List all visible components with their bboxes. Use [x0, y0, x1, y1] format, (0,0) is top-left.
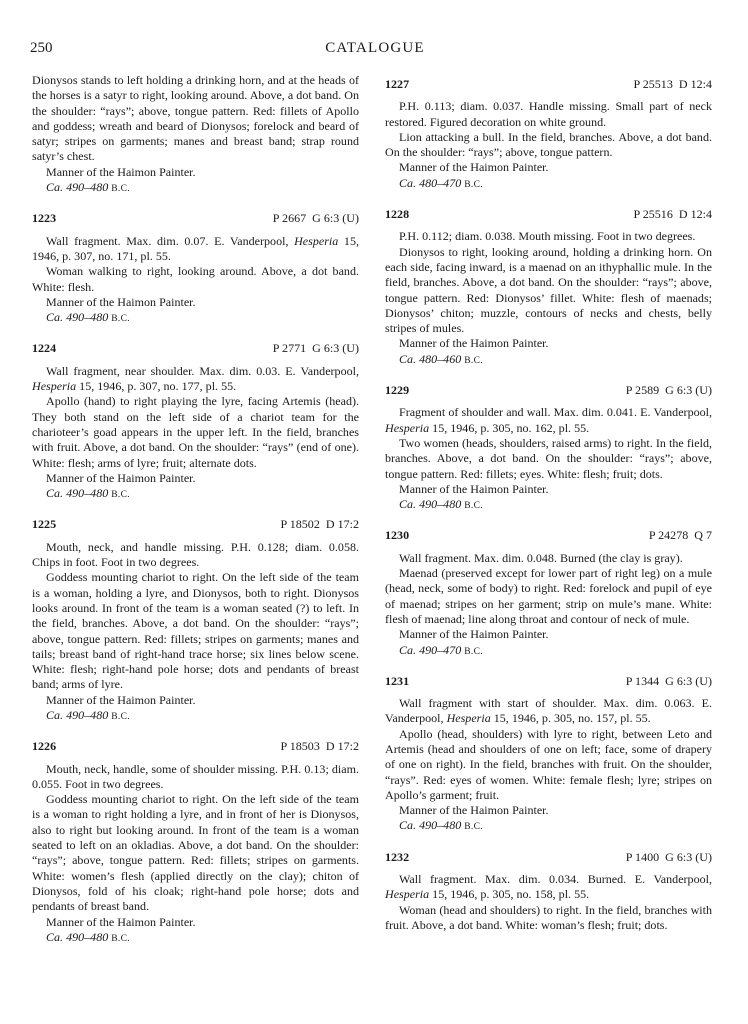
- catalogue-entry: [32, 341, 359, 503]
- inventory-number: P 25513: [633, 77, 673, 91]
- catalogue-entry: [385, 383, 712, 514]
- entry-number: 1224: [32, 341, 57, 356]
- entry-body: Dionysos to right, looking around, holding a drinking horn. On each side, facing inward, is a maenad on an ithyphallic mule. In the field, branches. Above, a dot band. On the shoulder: “rays”; above, tongue pattern. Red: Dionysos’ fillet. White: flesh of maenads; Dionysos’ chiton; muzzle, contours of necks and chests, belly stripes of mules.: [385, 244, 712, 336]
- attribution: Manner of the Haimon Painter.: [46, 914, 196, 929]
- entry-header: [32, 517, 359, 532]
- entry-description: P.H. 0.112; diam. 0.038. Mouth missing. Foot in two degrees.: [399, 229, 696, 244]
- entry-number: 1231: [385, 673, 410, 688]
- entry-description: Wall fragment with start of shoulder. Max. dim. 0.063. E. Vanderpool, Hesperia 15, 1946, p. 305, no. 157, pl. 55.: [385, 696, 712, 726]
- entry-description: Mouth, neck, handle, some of shoulder missing. P.H. 0.13; diam. 0.055. Foot in two degrees.: [32, 761, 359, 791]
- entry-number: 1226: [32, 739, 57, 754]
- deposit-location: D 12:4: [678, 207, 712, 222]
- entry-header: [32, 341, 359, 356]
- inventory-number: P 2771: [272, 341, 307, 356]
- entry-body: Goddess mounting chariot to right. On the left side of the team is a woman to right holding a lyre, and in front of her is Dionysos, also to right but looking around. In front of the team is a woman seated to left on an okladias. Above, a dot band. On the shoulder: “rays”; above, tongue pattern. Red: fillets; stripes on garments. White: women’s flesh (applied directly on the clay); chiton of Dionysos, fold of his cloak; right-hand pole horse; dots and pendants of breast band.: [32, 792, 359, 914]
- inventory-number: P 2589: [625, 383, 660, 398]
- catalogue-entry: [32, 517, 359, 725]
- entry-description: Wall fragment, near shoulder. Max. dim. 0.03. E. Vanderpool, Hesperia 15, 1946, p. 307, no. 177, pl. 55.: [32, 363, 359, 394]
- entry-number: 1228: [385, 207, 410, 222]
- attribution: Manner of the Haimon Painter.: [399, 336, 549, 351]
- attribution: Manner of the Haimon Painter.: [46, 470, 196, 485]
- date-line: Ca. 490–480 B.C.: [46, 180, 130, 195]
- attribution: Manner of the Haimon Painter.: [46, 692, 196, 707]
- entry-description: Wall fragment. Max. dim. 0.034. Burned. E. Vanderpool, Hesperia 15, 1946, p. 305, no. 158, pl. 55.: [385, 872, 712, 902]
- entry-header: [32, 739, 359, 754]
- entry-number: 1230: [385, 528, 410, 543]
- entry-description: Mouth, neck, and handle missing. P.H. 0.128; diam. 0.058. Chips in foot. Foot in two degrees.: [32, 539, 359, 570]
- catalogue-entry: [32, 211, 359, 327]
- deposit-location: G 6:3 (U): [312, 341, 359, 356]
- deposit-location: D 12:4: [678, 77, 712, 91]
- deposit-location: D 17:2: [325, 739, 359, 754]
- entry-body: Woman walking to right, looking around. Above, a dot band. White: flesh.: [32, 264, 359, 294]
- entry-description: Fragment of shoulder and wall. Max. dim. 0.041. E. Vanderpool, Hesperia 15, 1946, p. 305, no. 162, pl. 55.: [385, 405, 712, 435]
- entry-header: [32, 211, 359, 226]
- inventory-number: P 18503: [280, 739, 320, 754]
- inventory-number: P 1400: [625, 849, 660, 864]
- entry-body: Apollo (head, shoulders) with lyre to right, between Leto and Artemis (head and shoulders of one on left; face, some of drapery of one on right). In the field, branches with fruit. On the shoulder, “rays”. Red: eyes of women. White: female flesh; lyre; stripes on Apollo’s garment; fruit.: [385, 726, 712, 802]
- date-line: Ca. 490–470 B.C.: [399, 642, 483, 657]
- entry-number: 1225: [32, 517, 57, 532]
- deposit-location: Q 7: [694, 528, 712, 543]
- catalogue-entry: [385, 674, 712, 836]
- date-line: Ca. 480–460 B.C.: [399, 351, 483, 366]
- page-number: 250: [30, 40, 53, 56]
- inventory-number: P 24278: [648, 528, 689, 543]
- deposit-location: G 6:3 (U): [665, 849, 712, 864]
- catalogue-entry: [385, 850, 712, 933]
- intro-text: Dionysos stands to left holding a drinking horn, and at the heads of the horses is a satyr to right, looking around. Above, a dot band. On the shoulder: “rays”; above, tongue pattern. Red: fillets of Apollo and goddess; wreath and beard of Dionysos; forelock and beard of satyr; stripes on garments; manes and breast band; strap round satyr’s chest.: [32, 73, 359, 164]
- date-line: Ca. 490–480 B.C.: [399, 497, 483, 512]
- attribution: Manner of the Haimon Painter.: [46, 294, 196, 309]
- entry-body: Apollo (hand) to right playing the lyre, facing Artemis (head). They both stand on the left side of a chariot team for the charioteer’s goad appears in the upper left. In the field, branches with fruit. Above, a dot band. On the shoulder: “rays” (end of one). White: flesh; arms of lyre; fruit; alternate dots.: [32, 394, 359, 470]
- inventory-number: P 18502: [280, 517, 320, 532]
- attribution: Manner of the Haimon Painter.: [399, 803, 549, 818]
- left-column: [32, 73, 359, 947]
- inventory-number: P 2667: [272, 211, 307, 226]
- entry-header: [385, 207, 712, 222]
- attribution: Manner of the Haimon Painter.: [399, 481, 549, 496]
- entry-body: Maenad (preserved except for lower part of right leg) on a mule (head, neck, some of body) to right. Red: forelock and pupil of eye of maenad; stripes on her garment; strip on mule’s mane. White: flesh of maenad; line along throat and contour of neck of mule.: [385, 566, 712, 626]
- entry-body: Woman (head and shoulders) to right. In the field, branches with fruit. Above, a dot band. White: woman’s flesh; fruit; dots.: [385, 902, 712, 932]
- entry-number: 1232: [385, 849, 410, 864]
- entry-description: Wall fragment. Max. dim. 0.048. Burned (the clay is gray).: [399, 550, 683, 565]
- entry-header: [385, 528, 712, 543]
- entry-number: 1223: [32, 211, 57, 226]
- attribution: Manner of the Haimon Painter.: [399, 160, 549, 175]
- entry-header: [385, 850, 712, 865]
- date-line: Ca. 490–480 B.C.: [46, 929, 130, 944]
- deposit-location: G 6:3 (U): [665, 383, 712, 398]
- date-line: Ca. 480–470 B.C.: [399, 175, 483, 190]
- entry-body: Lion attacking a bull. In the field, branches. Above, a dot band. On the shoulder: “rays”; above, tongue pattern.: [385, 129, 712, 160]
- entry-body: Goddess mounting chariot to right. On the left side of the team is a woman, holding a lyre, and Dionysos, both to right. Dionysos looks around. In front of the team is a woman seated (?) to left. In the field, branches. Above, a dot band. On the shoulder: “rays”; above, tongue pattern. Red: fillets; stripes on garments; manes and tails; breast band of right-hand trace horse; six lines below scene. White: flesh; right-hand pole horse; dots and pendants of breast band; arms of lyre.: [32, 570, 359, 692]
- entry-description: P.H. 0.113; diam. 0.037. Handle missing. Small part of neck restored. Figured decoration on white ground.: [385, 99, 712, 129]
- entry-header: [385, 383, 712, 398]
- deposit-location: D 17:2: [325, 517, 359, 532]
- entry-number: 1229: [385, 383, 410, 398]
- inventory-number: P 25516: [633, 207, 673, 222]
- date-line: Ca. 490–480 B.C.: [399, 818, 483, 833]
- date-line: Ca. 490–480 B.C.: [46, 707, 130, 722]
- catalogue-entry: [32, 739, 359, 947]
- inventory-number: P 1344: [625, 673, 660, 688]
- date-line: Ca. 490–480 B.C.: [46, 310, 130, 325]
- attribution: Manner of the Haimon Painter.: [46, 164, 196, 179]
- entry-body: Two women (heads, shoulders, raised arms) to right. In the field, branches. Above, a dot band. On the shoulder: “rays”; above, tongue pattern. Red: fillets; eyes. White: flesh; fruit; dots.: [385, 435, 712, 481]
- page-header: [30, 40, 720, 66]
- entry-description: Wall fragment. Max. dim. 0.07. E. Vanderpool, Hesperia 15, 1946, p. 307, no. 171, pl. 55.: [32, 233, 359, 263]
- entry-number: 1227: [385, 77, 410, 91]
- deposit-location: G 6:3 (U): [665, 673, 712, 688]
- catalogue-entry: [385, 207, 712, 369]
- deposit-location: G 6:3 (U): [312, 211, 359, 226]
- entry-header: [385, 77, 712, 92]
- running-head: CATALOGUE: [325, 40, 425, 56]
- catalogue-entry: [385, 528, 712, 659]
- date-line: Ca. 490–480 B.C.: [46, 486, 130, 501]
- right-column: [385, 73, 712, 933]
- entry-header: [385, 674, 712, 689]
- attribution: Manner of the Haimon Painter.: [399, 627, 549, 642]
- catalogue-entry: [385, 77, 712, 193]
